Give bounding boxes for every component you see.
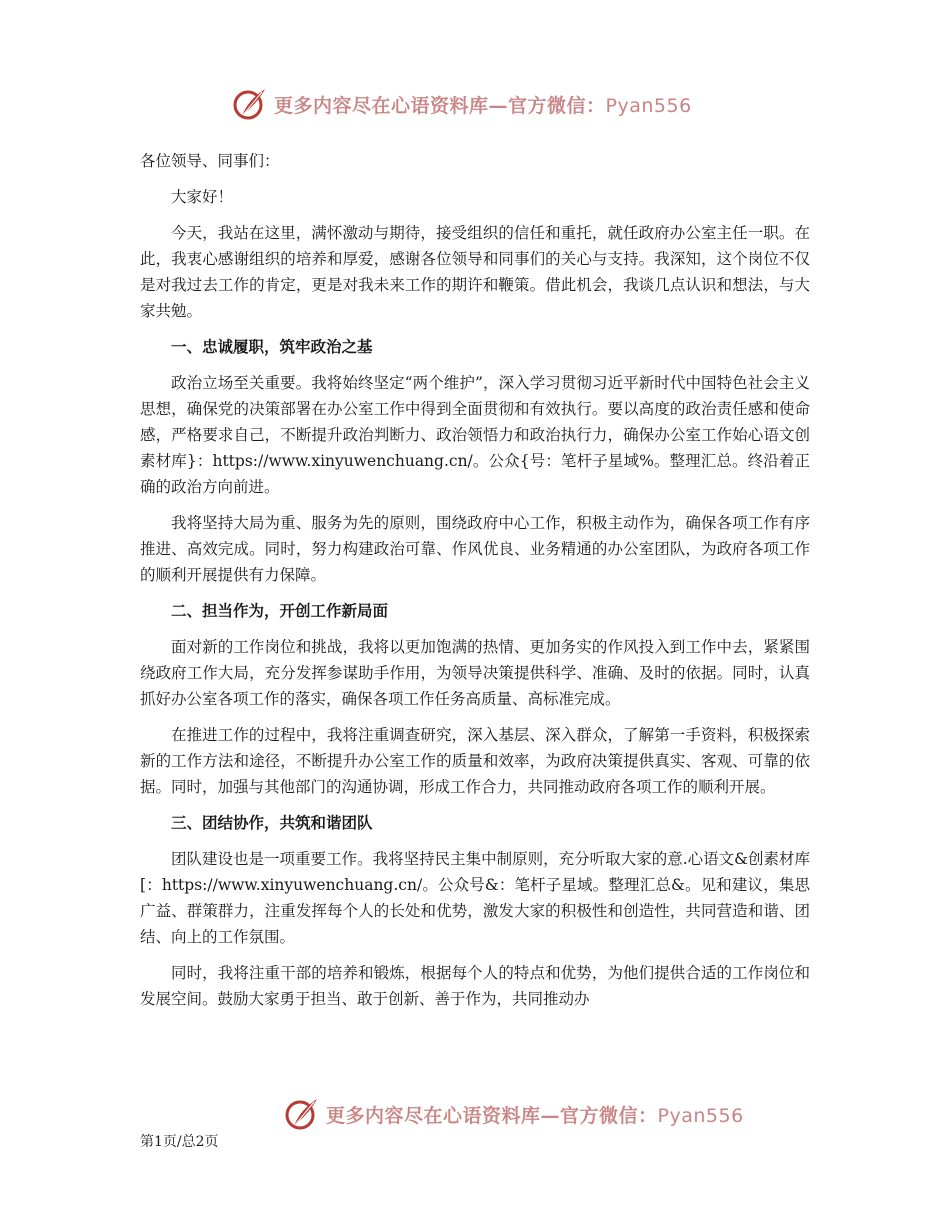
page-number: 第1页/总2页: [140, 1134, 219, 1150]
paragraph: 在推进工作的过程中，我将注重调查研究，深入基层、深入群众，了解第一手资料，积极探索新的工作方法和途径，不断提升办公室工作的质量和效率，为政府决策提供真实、客观、可靠的依据。同时，加强与其他部门的沟通协调，形成工作合力，共同推动政府各项工作的顺利开展。: [140, 726, 810, 796]
greeting: 大家好！: [171, 188, 234, 206]
banner-wechat-id: Pyan556: [605, 94, 692, 117]
header-banner: [0, 82, 950, 126]
section-heading-2: 二、担当作为，开创工作新局面: [171, 602, 389, 620]
section-heading-3: 三、团结协作，共筑和谐团队: [171, 814, 373, 832]
banner-title: 更多内容尽在心语资料库: [326, 1104, 541, 1127]
paragraph: 团队建设也是一项重要工作。我将坚持民主集中制原则，充分听取大家的意.心语文&创素材库[：https://www.xinyuwenchuang.cn/。公众号&：笔杆子星域。整理汇总&。见和建议，集思广益、群策群力，注重发挥每个人的长处和优势，激发大家的积极性和创造性，共同营造和谐、团结、向上的工作氛围。: [140, 850, 810, 946]
banner-wechat-label: —官方微信：: [540, 1104, 658, 1127]
paragraph: 同时，我将注重干部的培养和锻炼，根据每个人的特点和优势，为他们提供合适的工作岗位和发展空间。鼓励大家勇于担当、敢于创新、善于作为，共同推动办: [140, 964, 810, 1008]
paragraph: 政治立场至关重要。我将始终坚定“两个维护”，深入学习贯彻习近平新时代中国特色社会主义思想，确保党的决策部署在办公室工作中得到全面贯彻和有效执行。要以高度的政治责任感和使命感，严格要求自己，不断提升政治判断力、政治领悟力和政治执行力，确保办公室工作始心语文创素材库}：https://www.xinyuwenchuang.cn/。公众{号：笔杆子星域%。整理汇总。终沿着正确的政治方向前进。: [140, 374, 810, 496]
paragraph: 面对新的工作岗位和挑战，我将以更加饱满的热情、更加务实的作风投入到工作中去，紧紧围绕政府工作大局，充分发挥参谋助手作用，为领导决策提供科学、准确、及时的依据。同时，认真抓好办公室各项工作的落实，确保各项工作任务高质量、高标准完成。: [140, 638, 810, 708]
paragraph-intro: 今天，我站在这里，满怀激动与期待，接受组织的信任和重托，就任政府办公室主任一职。在此，我衷心感谢组织的培养和厚爱，感谢各位领导和同事们的关心与支持。我深知，这个岗位不仅是对我过去工作的肯定，更是对我未来工作的期许和鞭策。借此机会，我谈几点认识和想法，与大家共勉。: [140, 224, 810, 320]
quill-logo-icon: [284, 1096, 320, 1132]
banner-wechat-label: —官方微信：: [488, 94, 606, 117]
banner-wechat-id: Pyan556: [657, 1104, 744, 1127]
section-heading-1: 一、忠诚履职，筑牢政治之基: [171, 338, 373, 356]
footer-banner: [0, 1092, 950, 1136]
salutation: 各位领导、同事们：: [140, 152, 280, 170]
paragraph: 我将坚持大局为重、服务为先的原则，围绕政府中心工作，积极主动作为，确保各项工作有序推进、高效完成。同时，努力构建政治可靠、作风优良、业务精通的办公室团队，为政府各项工作的顺利开展提供有力保障。: [140, 514, 810, 584]
document-body: [140, 148, 810, 1022]
quill-logo-icon: [232, 86, 268, 122]
banner-title: 更多内容尽在心语资料库: [274, 94, 489, 117]
